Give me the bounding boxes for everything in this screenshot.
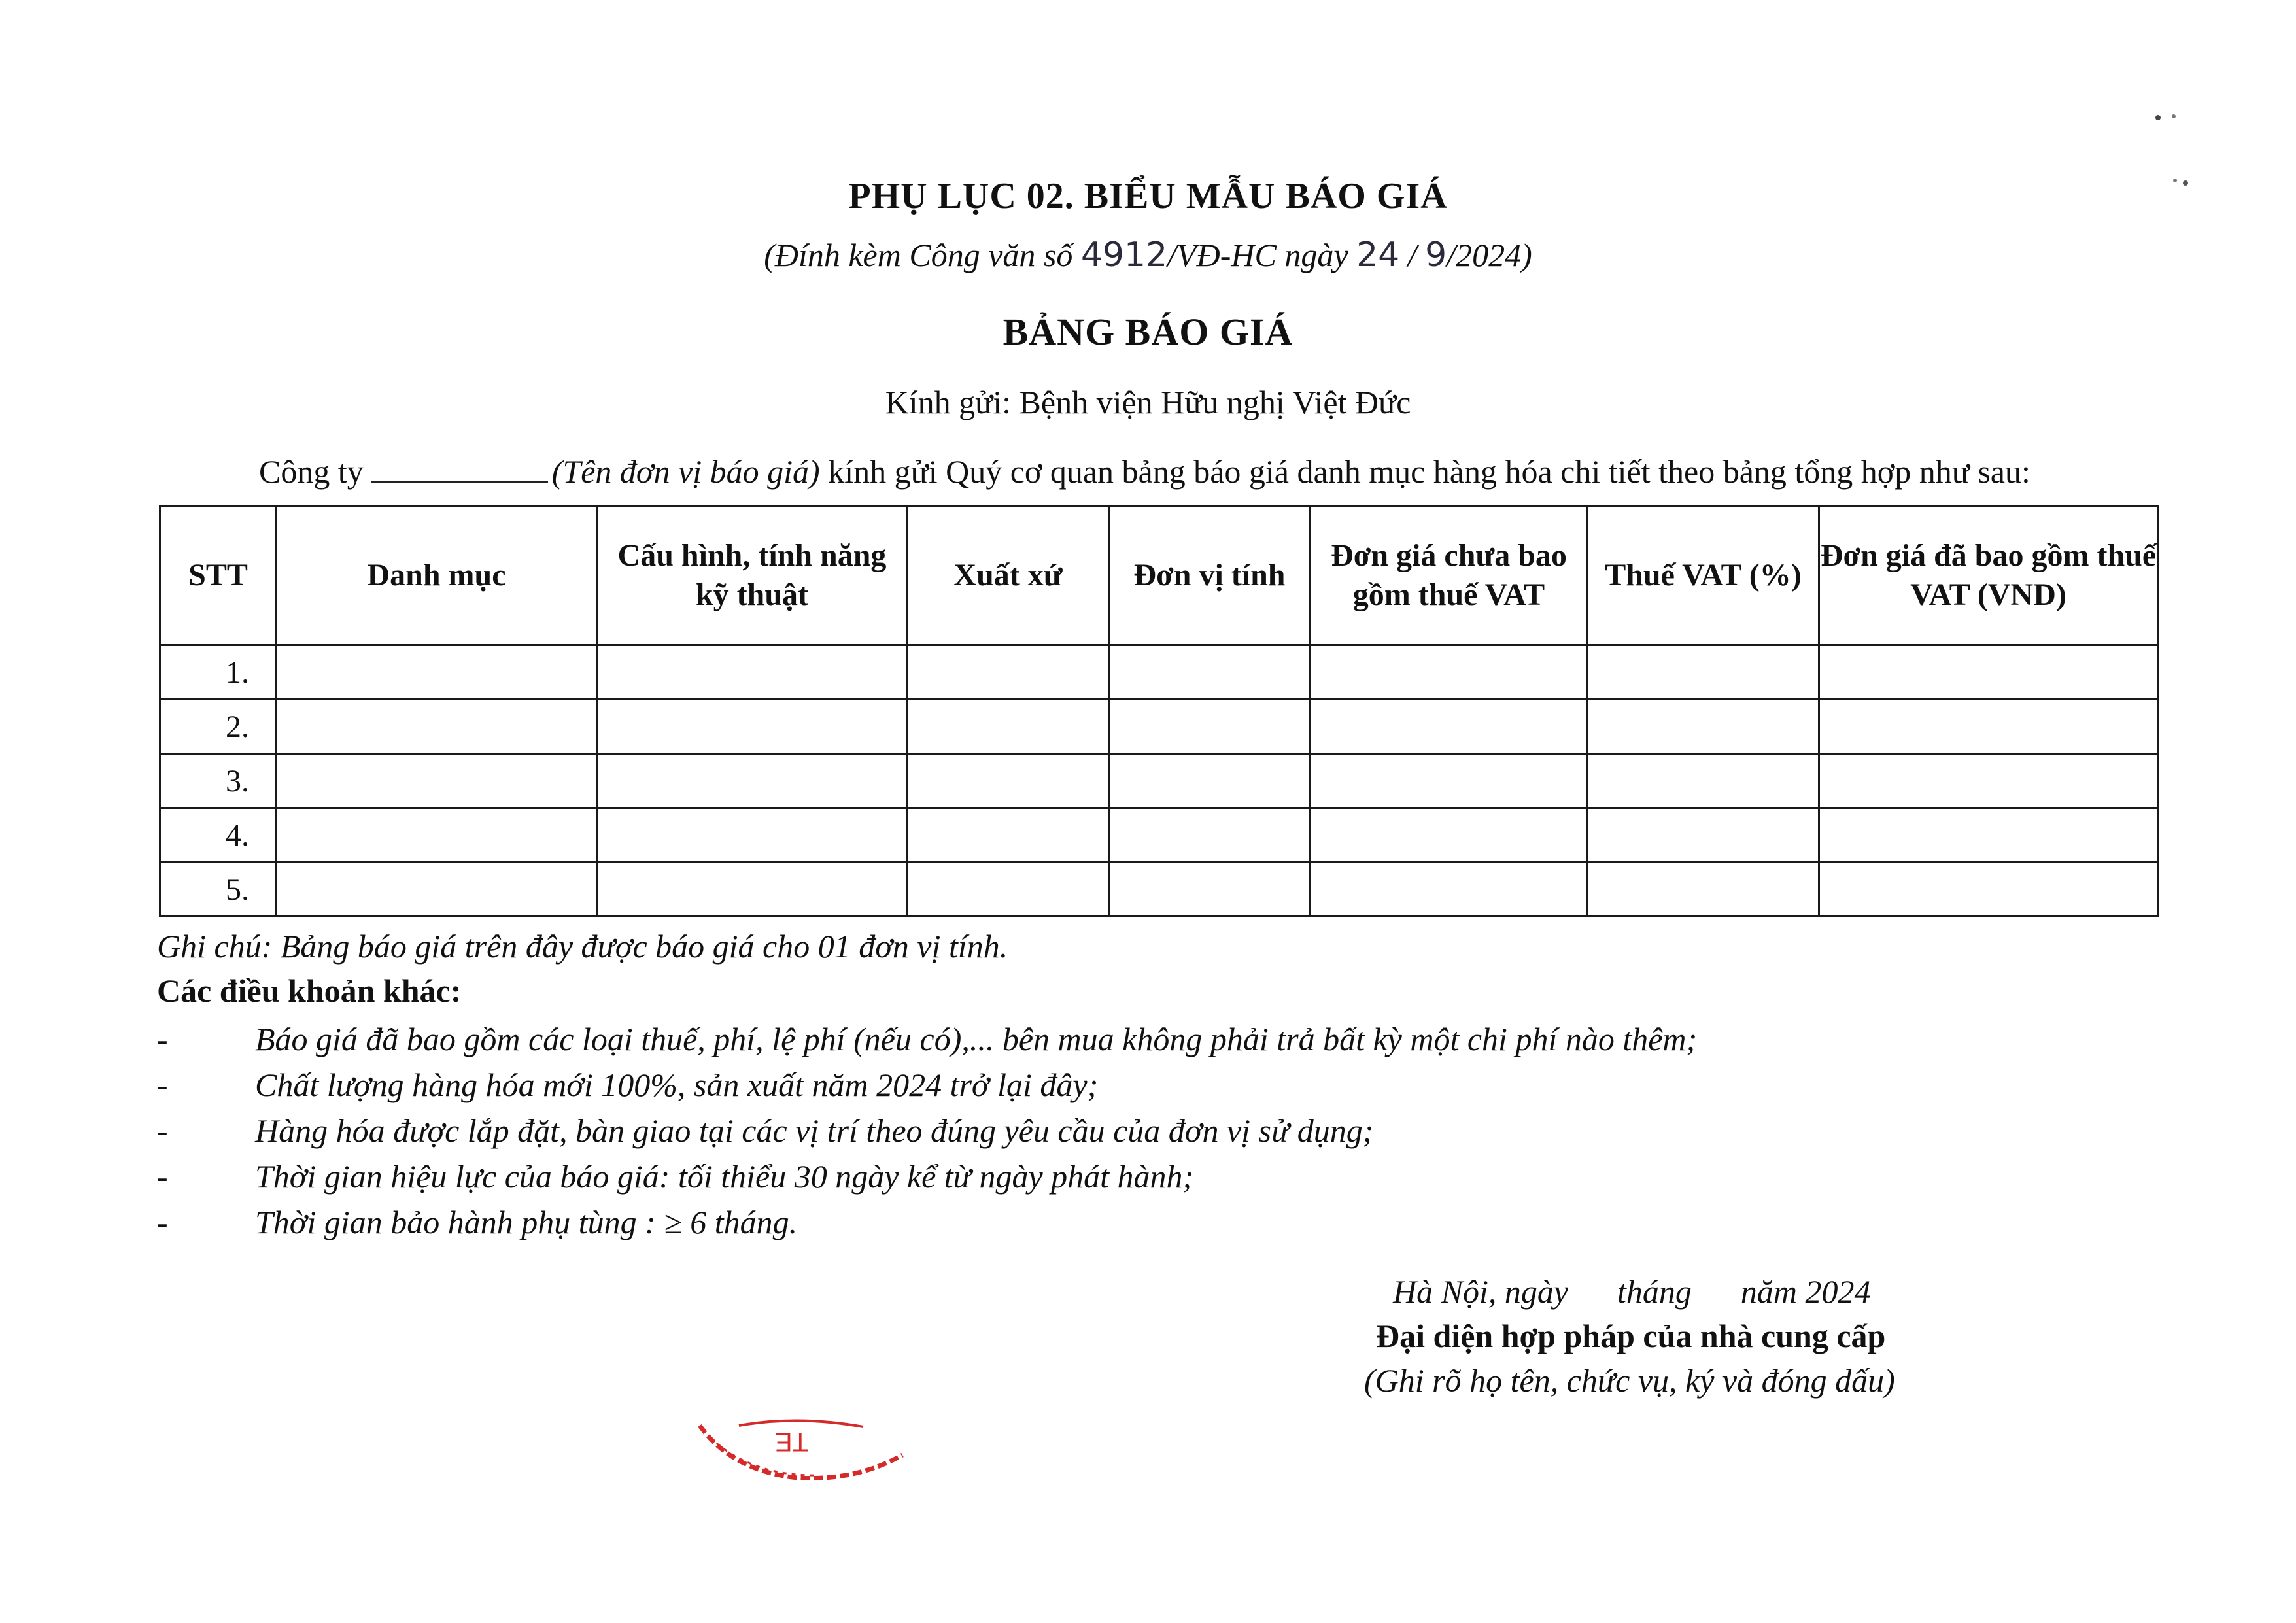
header-category: Danh mục — [277, 506, 597, 645]
table-cell — [908, 754, 1109, 808]
table-header-row — [160, 506, 2158, 645]
table-cell — [1588, 754, 1819, 808]
table-cell — [277, 863, 597, 917]
subtitle-prefix: (Đính kèm Công văn số — [764, 237, 1073, 273]
term-text: Thời gian bảo hành phụ tùng : ≥ 6 tháng. — [255, 1204, 798, 1240]
table-cell — [597, 754, 908, 808]
term-dash: - — [157, 1158, 168, 1195]
document-title: PHỤ LỤC 02. BIỂU MẪU BÁO GIÁ — [848, 176, 1448, 216]
row-number: 4. — [160, 808, 277, 863]
month-handwritten: 9 — [1425, 235, 1447, 275]
table-cell — [908, 863, 1109, 917]
day-handwritten: 24 — [1356, 235, 1400, 275]
terms-title: Các điều khoản khác: — [157, 972, 462, 1009]
table-cell — [597, 863, 908, 917]
term-dash: - — [157, 1112, 168, 1149]
company-name-blank — [371, 455, 548, 483]
table-cell — [1109, 700, 1311, 754]
term-dash: - — [157, 1067, 168, 1103]
intro-placeholder: (Tên đơn vị báo giá) — [551, 453, 820, 490]
term-dash: - — [157, 1204, 168, 1240]
table-cell — [1311, 645, 1588, 700]
term-item — [157, 1112, 1373, 1150]
table-cell — [1819, 863, 2158, 917]
intro-text: kính gửi Quý cơ quan bảng báo giá danh mục hàng hóa chi tiết theo bảng tổng hợp như sau: — [828, 453, 2030, 490]
table-row — [160, 808, 2158, 863]
table-cell — [1588, 645, 1819, 700]
table-cell — [1109, 645, 1311, 700]
table-cell — [1588, 863, 1819, 917]
table-cell — [908, 808, 1109, 863]
header-origin: Xuất xứ — [908, 506, 1109, 645]
quote-heading: BẢNG BÁO GIÁ — [1002, 311, 1294, 353]
row-number: 5. — [160, 863, 277, 917]
term-item — [157, 1020, 1697, 1058]
table-cell — [597, 700, 908, 754]
term-item — [157, 1203, 797, 1241]
table-row — [160, 754, 2158, 808]
table-row — [160, 645, 2158, 700]
document-subtitle — [0, 235, 2296, 275]
term-item — [157, 1157, 1193, 1195]
table-cell — [277, 645, 597, 700]
table-note: Ghi chú: Bảng báo giá trên đây được báo giá cho 01 đơn vị tính. — [157, 928, 1008, 965]
quote-table — [159, 505, 2159, 917]
subtitle-mid: /VĐ-HC ngày — [1167, 237, 1348, 273]
header-unit: Đơn vị tính — [1109, 506, 1311, 645]
term-text: Báo giá đã bao gồm các loại thuế, phí, lệ phí (nếu có),... bên mua không phải trả bất kỳ một chi phí nào thêm; — [255, 1021, 1698, 1057]
table-cell — [1311, 808, 1588, 863]
table-cell — [277, 700, 597, 754]
signature-instruction: (Ghi rõ họ tên, chức vụ, ký và đóng dấu) — [1364, 1362, 1895, 1399]
table-cell — [1588, 808, 1819, 863]
recipient-line: Kính gửi: Bệnh viện Hữu nghị Việt Đức — [885, 384, 1411, 420]
row-number: 1. — [160, 645, 277, 700]
table-cell — [277, 808, 597, 863]
table-cell — [597, 645, 908, 700]
term-text: Hàng hóa được lắp đặt, bàn giao tại các vị trí theo đúng yêu cầu của đơn vị sử dụng; — [255, 1112, 1374, 1149]
stamp-mark-icon — [693, 1412, 929, 1497]
date-separator: / — [1407, 237, 1417, 273]
intro-prefix: Công ty — [259, 453, 364, 490]
doc-number-handwritten: 4912 — [1080, 235, 1168, 275]
table-cell — [1819, 754, 2158, 808]
table-cell — [597, 808, 908, 863]
table-cell — [1311, 754, 1588, 808]
header-specification: Cấu hình, tính năng kỹ thuật — [597, 506, 908, 645]
table-cell — [1109, 754, 1311, 808]
table-cell — [1311, 863, 1588, 917]
header-price-excl-vat: Đơn giá chưa bao gồm thuế VAT — [1311, 506, 1588, 645]
header-vat-rate: Thuế VAT (%) — [1588, 506, 1819, 645]
term-dash: - — [157, 1021, 168, 1057]
svg-text:TE: TE — [774, 1427, 808, 1456]
term-item — [157, 1066, 1098, 1104]
table-cell — [908, 645, 1109, 700]
table-cell — [1588, 700, 1819, 754]
table-cell — [1819, 645, 2158, 700]
table-row — [160, 863, 2158, 917]
row-number: 3. — [160, 754, 277, 808]
header-stt: STT — [160, 506, 277, 645]
table-cell — [1311, 700, 1588, 754]
signature-representative: Đại diện hợp pháp của nhà cung cấp — [1376, 1318, 1886, 1354]
scan-speck-icon — [2145, 105, 2197, 196]
intro-paragraph — [259, 453, 2221, 490]
subtitle-suffix: /2024) — [1447, 237, 1532, 273]
table-cell — [1109, 863, 1311, 917]
table-cell — [277, 754, 597, 808]
header-price-incl-vat: Đơn giá đã bao gồm thuế VAT (VND) — [1819, 506, 2158, 645]
row-number: 2. — [160, 700, 277, 754]
signature-date-line: Hà Nội, ngày tháng năm 2024 — [1393, 1273, 1871, 1310]
term-text: Chất lượng hàng hóa mới 100%, sản xuất năm 2024 trở lại đây; — [255, 1067, 1099, 1103]
table-cell — [908, 700, 1109, 754]
table-cell — [1819, 808, 2158, 863]
table-cell — [1109, 808, 1311, 863]
table-row — [160, 700, 2158, 754]
term-text: Thời gian hiệu lực của báo giá: tối thiểu 30 ngày kể từ ngày phát hành; — [255, 1158, 1194, 1195]
table-cell — [1819, 700, 2158, 754]
